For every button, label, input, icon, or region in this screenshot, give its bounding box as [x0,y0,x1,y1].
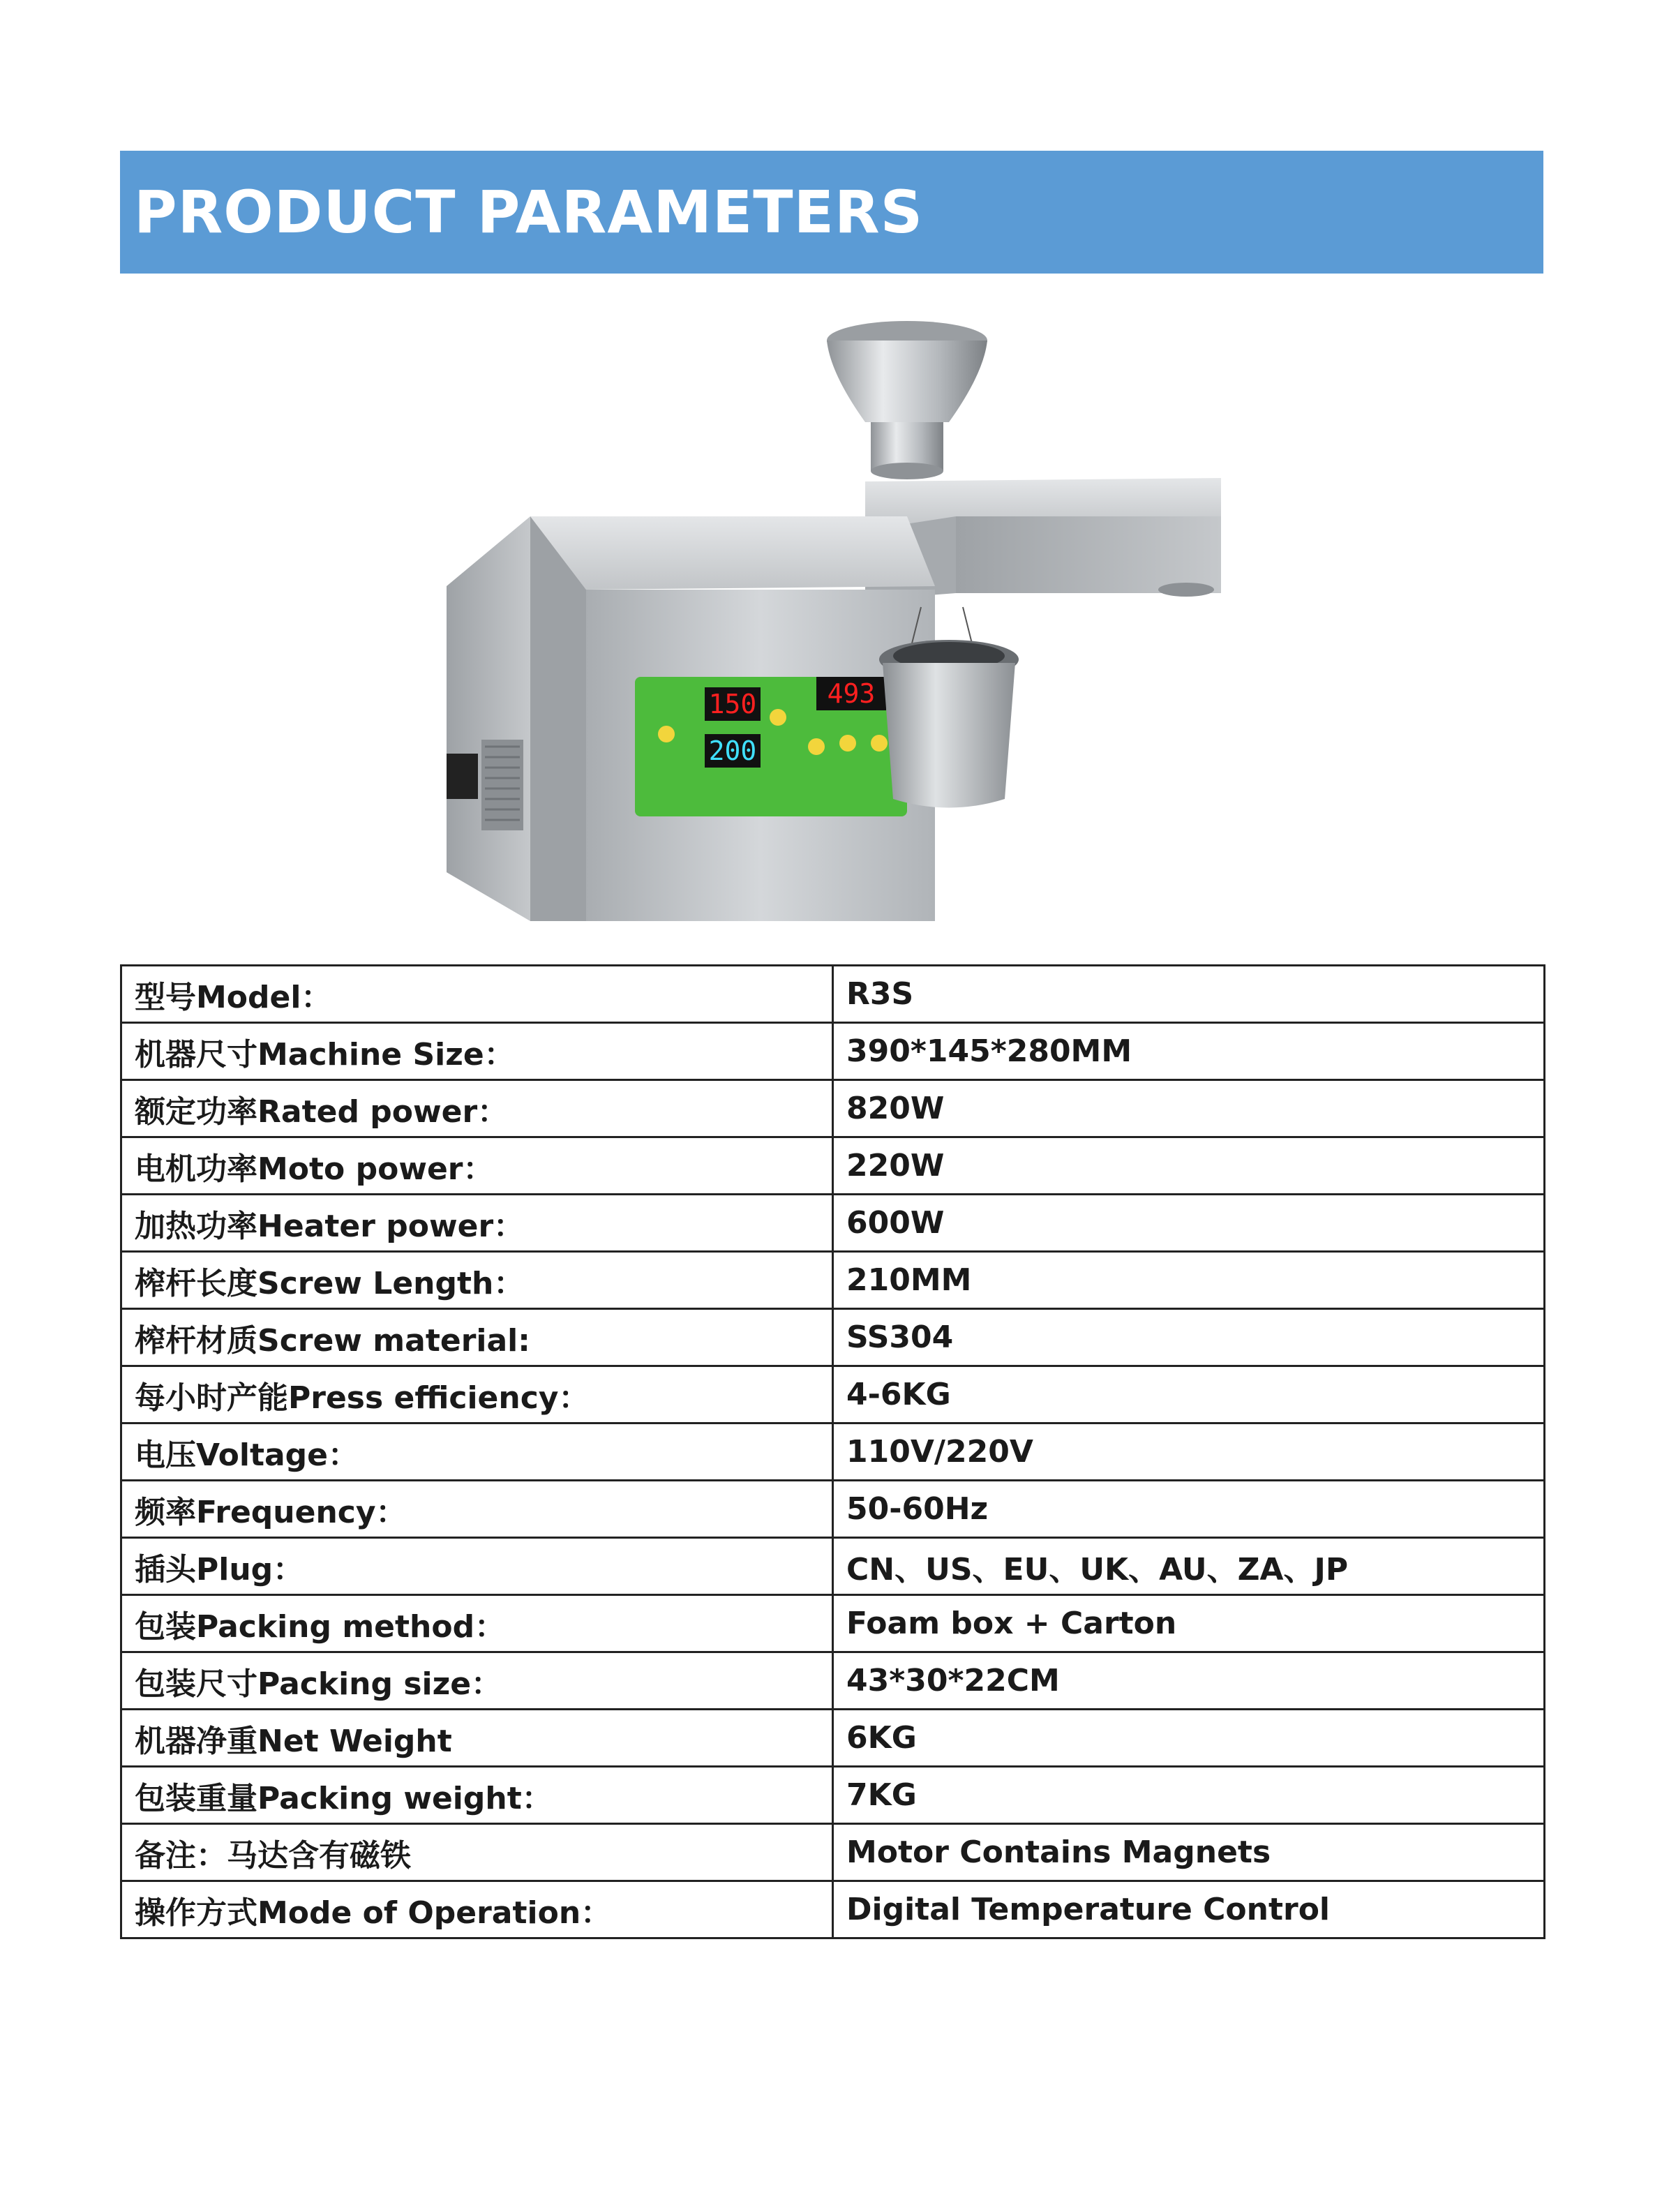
spec-label: 型号Model： [121,966,833,1023]
spec-label: 机器尺寸Machine Size： [121,1023,833,1080]
table-row [121,1767,1545,1824]
lower-left-led-display: 200 [708,735,757,766]
table-row [121,1252,1545,1309]
spec-label: 包装Packing method： [121,1595,833,1652]
spec-value: 210MM [833,1252,1545,1309]
oil-press-machine-image [419,307,1256,935]
table-row [121,1423,1545,1481]
raise-button-icon [658,726,675,742]
spec-value: 820W [833,1080,1545,1137]
right-led-display: 493 [827,678,876,709]
upper-left-led-display: 150 [708,689,757,719]
spec-value: SS304 [833,1309,1545,1366]
spec-value: Foam box + Carton [833,1595,1545,1652]
vent-grille [481,740,523,830]
spec-label: 包装重量Packing weight： [121,1767,833,1824]
spec-value: 110V/220V [833,1423,1545,1481]
table-row [121,1481,1545,1538]
spec-value: Digital Temperature Control [833,1881,1545,1938]
spec-label: 每小时产能Press efficiency： [121,1366,833,1423]
table-row [121,1366,1545,1423]
spec-value: 7KG [833,1767,1545,1824]
specifications-table [120,964,1545,1939]
reverse-button-icon [871,735,888,752]
header-banner [120,151,1543,274]
spec-label: 电机功率Moto power： [121,1137,833,1195]
hopper-funnel [827,321,987,479]
spec-label: 加热功率Heater power： [121,1195,833,1252]
table-row [121,1023,1545,1080]
table-row [121,966,1545,1023]
table-row [121,1195,1545,1252]
spec-label: 频率Frequency： [121,1481,833,1538]
temperature-control-panel [635,677,907,816]
spec-value: 6KG [833,1710,1545,1767]
spec-label: 榨杆长度Screw Length： [121,1252,833,1309]
spec-label: 插头Plug： [121,1538,833,1595]
spec-value: 220W [833,1137,1545,1195]
table-row [121,1652,1545,1710]
spec-value: 43*30*22CM [833,1652,1545,1710]
table-row [121,1824,1545,1881]
table-row [121,1881,1545,1938]
spec-label: 包装尺寸Packing size： [121,1652,833,1710]
page-title: PRODUCT PARAMETERS [134,178,924,246]
spec-label: 机器净重Net Weight [121,1710,833,1767]
spec-value: 4-6KG [833,1366,1545,1423]
spec-label: 备注：马达含有磁铁 [121,1824,833,1881]
power-button-icon [808,738,825,755]
table-row [121,1309,1545,1366]
spec-value: R3S [833,966,1545,1023]
press-button-icon [839,735,856,752]
spec-label: 电压Voltage： [121,1423,833,1481]
spec-value: 50-60Hz [833,1481,1545,1538]
table-row [121,1595,1545,1652]
table-row [121,1710,1545,1767]
spec-label: 榨杆材质Screw material: [121,1309,833,1366]
table-row [121,1137,1545,1195]
spec-value: CN、US、EU、UK、AU、ZA、JP [833,1538,1545,1595]
table-row [121,1080,1545,1137]
table-row [121,1538,1545,1595]
spec-label: 额定功率Rated power： [121,1080,833,1137]
spec-value: 390*145*280MM [833,1023,1545,1080]
spec-label: 操作方式Mode of Operation： [121,1881,833,1938]
spec-value: 600W [833,1195,1545,1252]
power-socket-icon [447,754,478,799]
spec-value: Motor Contains Magnets [833,1824,1545,1881]
lower-button-icon [770,709,786,726]
